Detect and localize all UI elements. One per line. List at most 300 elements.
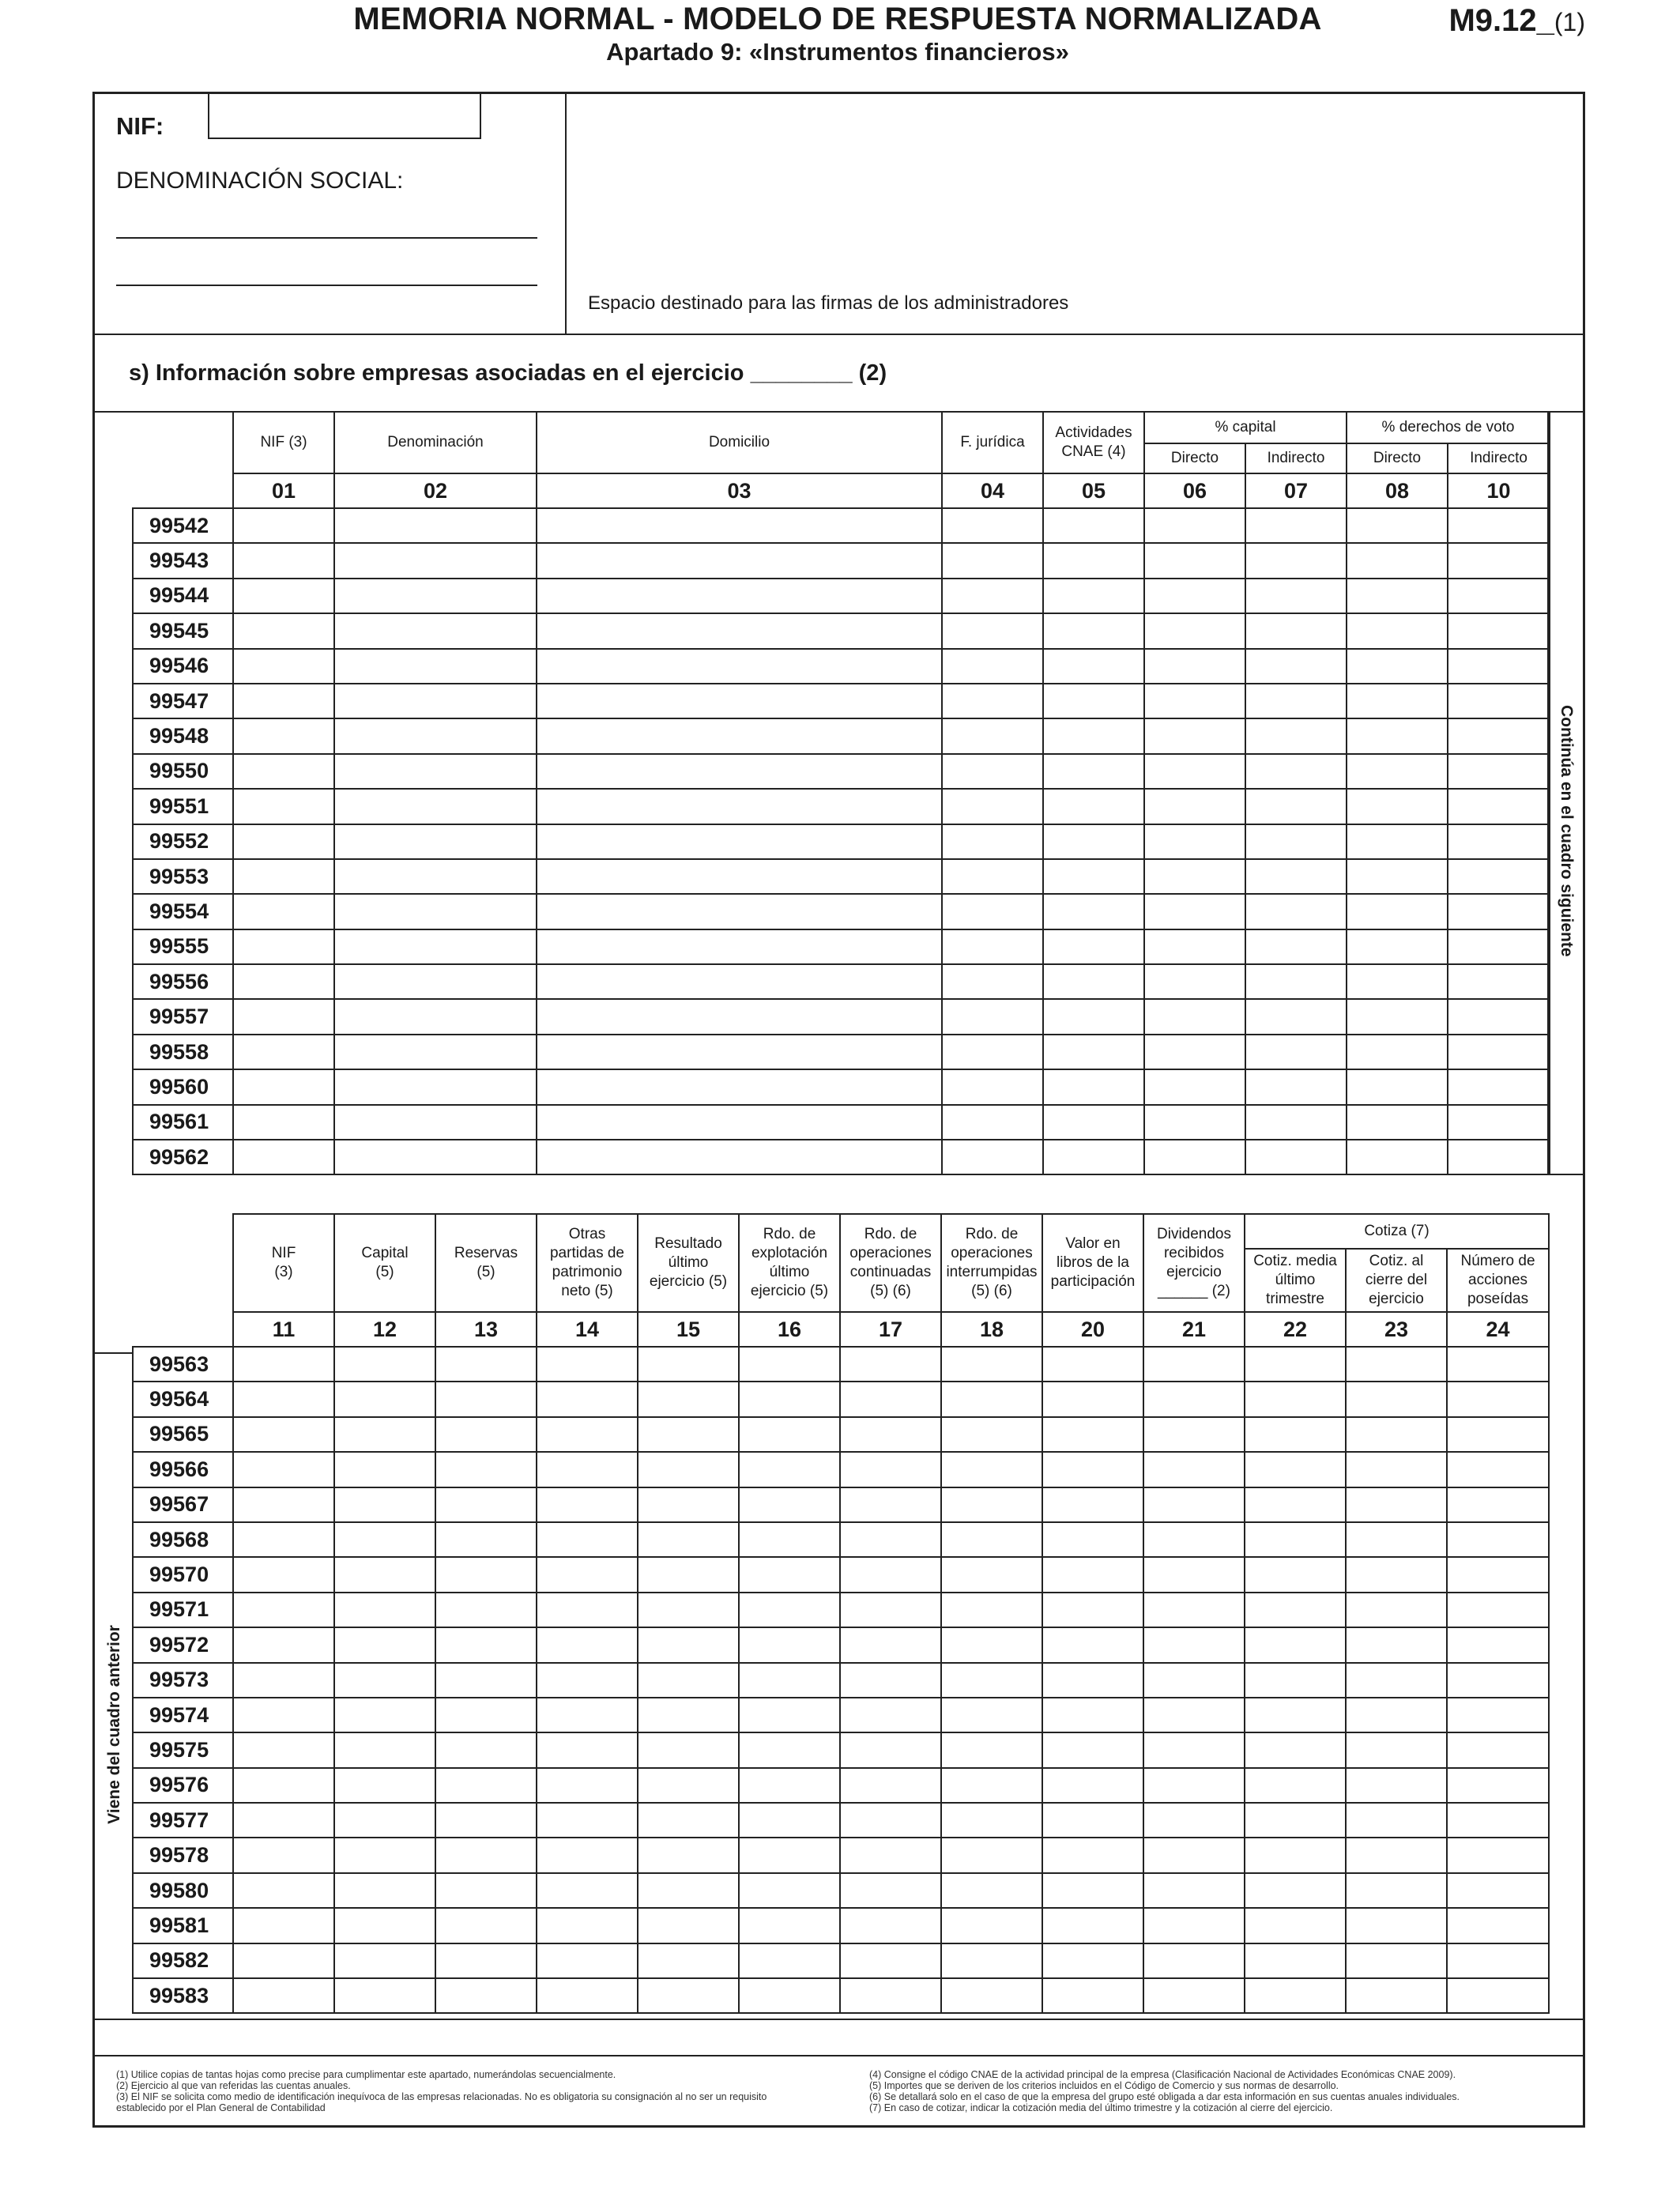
input-cell[interactable] [233, 1035, 334, 1069]
input-cell[interactable] [334, 964, 537, 999]
input-cell[interactable] [1043, 964, 1144, 999]
input-cell[interactable] [1448, 894, 1550, 929]
input-cell[interactable] [233, 964, 334, 999]
input-cell[interactable] [435, 1803, 537, 1838]
input-cell[interactable] [233, 1382, 334, 1416]
input-cell[interactable] [1042, 1417, 1143, 1452]
input-cell[interactable] [537, 1663, 638, 1698]
input-cell[interactable] [537, 1105, 942, 1140]
input-cell[interactable] [1447, 1838, 1549, 1872]
input-cell[interactable] [1042, 1487, 1143, 1522]
input-cell[interactable] [537, 1487, 638, 1522]
input-cell[interactable] [1346, 1417, 1447, 1452]
input-cell[interactable] [941, 1663, 1042, 1698]
input-cell[interactable] [1447, 1487, 1549, 1522]
input-cell[interactable] [1447, 1873, 1549, 1908]
input-cell[interactable] [942, 1035, 1043, 1069]
input-cell[interactable] [334, 649, 537, 684]
input-cell[interactable] [1144, 859, 1245, 894]
input-cell[interactable] [435, 1347, 537, 1382]
input-cell[interactable] [1144, 1140, 1245, 1174]
input-cell[interactable] [233, 1698, 334, 1732]
input-cell[interactable] [334, 1382, 435, 1416]
input-cell[interactable] [435, 1978, 537, 2013]
input-cell[interactable] [537, 789, 942, 824]
input-cell[interactable] [840, 1732, 941, 1767]
input-cell[interactable] [1042, 1663, 1143, 1698]
input-cell[interactable] [233, 999, 334, 1034]
input-cell[interactable] [1346, 1978, 1447, 2013]
input-cell[interactable] [840, 1557, 941, 1592]
denominacion-input-line-2[interactable] [116, 285, 537, 286]
input-cell[interactable] [1245, 613, 1347, 648]
input-cell[interactable] [537, 859, 942, 894]
input-cell[interactable] [1245, 1803, 1346, 1838]
input-cell[interactable] [1245, 579, 1347, 613]
input-cell[interactable] [1144, 754, 1245, 789]
input-cell[interactable] [941, 1698, 1042, 1732]
input-cell[interactable] [435, 1768, 537, 1803]
input-cell[interactable] [1346, 1943, 1447, 1978]
input-cell[interactable] [1043, 649, 1144, 684]
input-cell[interactable] [638, 1803, 739, 1838]
input-cell[interactable] [1144, 1069, 1245, 1104]
input-cell[interactable] [1245, 684, 1347, 718]
input-cell[interactable] [1448, 859, 1550, 894]
input-cell[interactable] [435, 1698, 537, 1732]
input-cell[interactable] [1245, 1698, 1346, 1732]
input-cell[interactable] [739, 1487, 840, 1522]
input-cell[interactable] [1245, 1873, 1346, 1908]
input-cell[interactable] [334, 508, 537, 543]
input-cell[interactable] [941, 1873, 1042, 1908]
input-cell[interactable] [435, 1732, 537, 1767]
input-cell[interactable] [537, 579, 942, 613]
input-cell[interactable] [537, 1908, 638, 1943]
input-cell[interactable] [1447, 1908, 1549, 1943]
input-cell[interactable] [233, 1627, 334, 1662]
input-cell[interactable] [638, 1732, 739, 1767]
input-cell[interactable] [435, 1663, 537, 1698]
denominacion-input-line-1[interactable] [116, 237, 537, 239]
input-cell[interactable] [334, 1105, 537, 1140]
input-cell[interactable] [739, 1557, 840, 1592]
input-cell[interactable] [233, 1593, 334, 1627]
input-cell[interactable] [1346, 1768, 1447, 1803]
input-cell[interactable] [334, 1943, 435, 1978]
input-cell[interactable] [1245, 789, 1347, 824]
input-cell[interactable] [1143, 1417, 1245, 1452]
input-cell[interactable] [1346, 1557, 1447, 1592]
input-cell[interactable] [334, 1347, 435, 1382]
input-cell[interactable] [435, 1908, 537, 1943]
input-cell[interactable] [1143, 1803, 1245, 1838]
input-cell[interactable] [1043, 859, 1144, 894]
input-cell[interactable] [537, 1452, 638, 1487]
input-cell[interactable] [840, 1943, 941, 1978]
input-cell[interactable] [1245, 859, 1347, 894]
input-cell[interactable] [537, 1768, 638, 1803]
input-cell[interactable] [435, 1943, 537, 1978]
input-cell[interactable] [233, 684, 334, 718]
input-cell[interactable] [840, 1452, 941, 1487]
input-cell[interactable] [1144, 543, 1245, 578]
input-cell[interactable] [1043, 999, 1144, 1034]
input-cell[interactable] [233, 1487, 334, 1522]
input-cell[interactable] [1346, 1663, 1447, 1698]
input-cell[interactable] [233, 894, 334, 929]
input-cell[interactable] [1143, 1698, 1245, 1732]
input-cell[interactable] [334, 999, 537, 1034]
input-cell[interactable] [1447, 1347, 1549, 1382]
input-cell[interactable] [1245, 929, 1347, 964]
input-cell[interactable] [334, 543, 537, 578]
input-cell[interactable] [1448, 1069, 1550, 1104]
input-cell[interactable] [840, 1663, 941, 1698]
input-cell[interactable] [334, 824, 537, 859]
input-cell[interactable] [1245, 1452, 1346, 1487]
input-cell[interactable] [1347, 718, 1448, 753]
input-cell[interactable] [233, 649, 334, 684]
input-cell[interactable] [334, 1593, 435, 1627]
input-cell[interactable] [1347, 929, 1448, 964]
input-cell[interactable] [1347, 859, 1448, 894]
input-cell[interactable] [638, 1452, 739, 1487]
input-cell[interactable] [941, 1732, 1042, 1767]
input-cell[interactable] [638, 1522, 739, 1557]
input-cell[interactable] [1448, 964, 1550, 999]
input-cell[interactable] [1144, 999, 1245, 1034]
input-cell[interactable] [233, 929, 334, 964]
input-cell[interactable] [233, 1803, 334, 1838]
input-cell[interactable] [334, 1908, 435, 1943]
input-cell[interactable] [942, 508, 1043, 543]
input-cell[interactable] [1245, 1035, 1347, 1069]
nif-input[interactable] [208, 92, 481, 139]
input-cell[interactable] [233, 1452, 334, 1487]
input-cell[interactable] [334, 579, 537, 613]
input-cell[interactable] [537, 508, 942, 543]
input-cell[interactable] [1043, 579, 1144, 613]
input-cell[interactable] [334, 684, 537, 718]
input-cell[interactable] [1347, 543, 1448, 578]
input-cell[interactable] [334, 1522, 435, 1557]
input-cell[interactable] [233, 1140, 334, 1174]
input-cell[interactable] [1347, 894, 1448, 929]
input-cell[interactable] [1245, 754, 1347, 789]
input-cell[interactable] [1346, 1908, 1447, 1943]
input-cell[interactable] [941, 1347, 1042, 1382]
input-cell[interactable] [1347, 1035, 1448, 1069]
input-cell[interactable] [1347, 754, 1448, 789]
input-cell[interactable] [1346, 1593, 1447, 1627]
input-cell[interactable] [1346, 1732, 1447, 1767]
input-cell[interactable] [537, 1347, 638, 1382]
input-cell[interactable] [1042, 1698, 1143, 1732]
input-cell[interactable] [941, 1943, 1042, 1978]
input-cell[interactable] [942, 894, 1043, 929]
input-cell[interactable] [1347, 508, 1448, 543]
input-cell[interactable] [942, 543, 1043, 578]
input-cell[interactable] [739, 1803, 840, 1838]
input-cell[interactable] [1043, 1140, 1144, 1174]
input-cell[interactable] [1347, 613, 1448, 648]
input-cell[interactable] [1143, 1382, 1245, 1416]
input-cell[interactable] [537, 684, 942, 718]
input-cell[interactable] [1448, 1035, 1550, 1069]
input-cell[interactable] [1245, 964, 1347, 999]
input-cell[interactable] [1042, 1873, 1143, 1908]
input-cell[interactable] [1448, 649, 1550, 684]
input-cell[interactable] [1144, 894, 1245, 929]
input-cell[interactable] [1447, 1417, 1549, 1452]
input-cell[interactable] [334, 1035, 537, 1069]
input-cell[interactable] [1347, 684, 1448, 718]
input-cell[interactable] [233, 543, 334, 578]
input-cell[interactable] [1042, 1838, 1143, 1872]
input-cell[interactable] [1448, 684, 1550, 718]
input-cell[interactable] [1447, 1663, 1549, 1698]
input-cell[interactable] [537, 1557, 638, 1592]
input-cell[interactable] [739, 1627, 840, 1662]
input-cell[interactable] [1448, 824, 1550, 859]
input-cell[interactable] [941, 1593, 1042, 1627]
input-cell[interactable] [941, 1522, 1042, 1557]
input-cell[interactable] [233, 1069, 334, 1104]
input-cell[interactable] [1447, 1732, 1549, 1767]
input-cell[interactable] [1245, 1978, 1346, 2013]
input-cell[interactable] [840, 1908, 941, 1943]
input-cell[interactable] [1143, 1978, 1245, 2013]
input-cell[interactable] [1447, 1593, 1549, 1627]
input-cell[interactable] [1347, 999, 1448, 1034]
input-cell[interactable] [638, 1698, 739, 1732]
input-cell[interactable] [1447, 1452, 1549, 1487]
input-cell[interactable] [1144, 964, 1245, 999]
input-cell[interactable] [1143, 1487, 1245, 1522]
input-cell[interactable] [334, 718, 537, 753]
input-cell[interactable] [1144, 649, 1245, 684]
input-cell[interactable] [537, 1838, 638, 1872]
input-cell[interactable] [1245, 894, 1347, 929]
input-cell[interactable] [840, 1417, 941, 1452]
input-cell[interactable] [942, 1069, 1043, 1104]
input-cell[interactable] [1346, 1452, 1447, 1487]
input-cell[interactable] [233, 579, 334, 613]
input-cell[interactable] [334, 1838, 435, 1872]
input-cell[interactable] [941, 1908, 1042, 1943]
input-cell[interactable] [1043, 543, 1144, 578]
input-cell[interactable] [1144, 684, 1245, 718]
input-cell[interactable] [1245, 1487, 1346, 1522]
input-cell[interactable] [537, 1698, 638, 1732]
input-cell[interactable] [233, 613, 334, 648]
input-cell[interactable] [334, 894, 537, 929]
input-cell[interactable] [1043, 1035, 1144, 1069]
input-cell[interactable] [233, 754, 334, 789]
input-cell[interactable] [638, 1593, 739, 1627]
input-cell[interactable] [435, 1593, 537, 1627]
input-cell[interactable] [537, 613, 942, 648]
input-cell[interactable] [1043, 789, 1144, 824]
input-cell[interactable] [1042, 1943, 1143, 1978]
input-cell[interactable] [941, 1978, 1042, 2013]
input-cell[interactable] [334, 1732, 435, 1767]
input-cell[interactable] [435, 1627, 537, 1662]
input-cell[interactable] [233, 824, 334, 859]
input-cell[interactable] [1144, 789, 1245, 824]
input-cell[interactable] [1143, 1593, 1245, 1627]
input-cell[interactable] [1245, 1943, 1346, 1978]
input-cell[interactable] [233, 1347, 334, 1382]
input-cell[interactable] [1347, 579, 1448, 613]
input-cell[interactable] [537, 1417, 638, 1452]
input-cell[interactable] [1245, 1593, 1346, 1627]
input-cell[interactable] [537, 1593, 638, 1627]
input-cell[interactable] [840, 1698, 941, 1732]
input-cell[interactable] [435, 1838, 537, 1872]
input-cell[interactable] [1143, 1452, 1245, 1487]
input-cell[interactable] [1346, 1487, 1447, 1522]
input-cell[interactable] [1346, 1698, 1447, 1732]
input-cell[interactable] [1448, 543, 1550, 578]
input-cell[interactable] [1447, 1768, 1549, 1803]
input-cell[interactable] [1448, 508, 1550, 543]
input-cell[interactable] [1347, 964, 1448, 999]
input-cell[interactable] [1448, 718, 1550, 753]
input-cell[interactable] [840, 1382, 941, 1416]
input-cell[interactable] [739, 1522, 840, 1557]
input-cell[interactable] [1144, 1105, 1245, 1140]
input-cell[interactable] [739, 1452, 840, 1487]
input-cell[interactable] [334, 1698, 435, 1732]
input-cell[interactable] [233, 718, 334, 753]
input-cell[interactable] [537, 894, 942, 929]
input-cell[interactable] [1042, 1557, 1143, 1592]
input-cell[interactable] [435, 1382, 537, 1416]
input-cell[interactable] [638, 1873, 739, 1908]
input-cell[interactable] [1447, 1943, 1549, 1978]
input-cell[interactable] [1448, 789, 1550, 824]
input-cell[interactable] [537, 1732, 638, 1767]
input-cell[interactable] [334, 1873, 435, 1908]
input-cell[interactable] [537, 824, 942, 859]
input-cell[interactable] [1347, 1069, 1448, 1104]
input-cell[interactable] [1347, 1140, 1448, 1174]
input-cell[interactable] [1245, 508, 1347, 543]
input-cell[interactable] [1245, 1838, 1346, 1872]
input-cell[interactable] [1347, 789, 1448, 824]
input-cell[interactable] [435, 1557, 537, 1592]
input-cell[interactable] [1245, 543, 1347, 578]
input-cell[interactable] [537, 718, 942, 753]
input-cell[interactable] [1245, 1069, 1347, 1104]
input-cell[interactable] [638, 1838, 739, 1872]
input-cell[interactable] [233, 859, 334, 894]
input-cell[interactable] [1043, 929, 1144, 964]
input-cell[interactable] [334, 613, 537, 648]
input-cell[interactable] [1042, 1803, 1143, 1838]
input-cell[interactable] [1346, 1347, 1447, 1382]
input-cell[interactable] [1245, 824, 1347, 859]
input-cell[interactable] [942, 718, 1043, 753]
input-cell[interactable] [942, 929, 1043, 964]
input-cell[interactable] [1245, 1140, 1347, 1174]
input-cell[interactable] [1245, 1522, 1346, 1557]
input-cell[interactable] [1043, 824, 1144, 859]
input-cell[interactable] [435, 1487, 537, 1522]
input-cell[interactable] [334, 1978, 435, 2013]
input-cell[interactable] [537, 1382, 638, 1416]
input-cell[interactable] [537, 649, 942, 684]
input-cell[interactable] [1144, 824, 1245, 859]
input-cell[interactable] [942, 789, 1043, 824]
input-cell[interactable] [840, 1593, 941, 1627]
input-cell[interactable] [537, 543, 942, 578]
input-cell[interactable] [334, 1487, 435, 1522]
input-cell[interactable] [1447, 1698, 1549, 1732]
input-cell[interactable] [739, 1347, 840, 1382]
input-cell[interactable] [1448, 1105, 1550, 1140]
input-cell[interactable] [739, 1663, 840, 1698]
input-cell[interactable] [739, 1768, 840, 1803]
input-cell[interactable] [840, 1803, 941, 1838]
input-cell[interactable] [1042, 1627, 1143, 1662]
input-cell[interactable] [638, 1978, 739, 2013]
input-cell[interactable] [1448, 754, 1550, 789]
input-cell[interactable] [739, 1838, 840, 1872]
input-cell[interactable] [1143, 1663, 1245, 1698]
input-cell[interactable] [435, 1417, 537, 1452]
input-cell[interactable] [942, 824, 1043, 859]
input-cell[interactable] [739, 1873, 840, 1908]
input-cell[interactable] [1447, 1803, 1549, 1838]
input-cell[interactable] [840, 1487, 941, 1522]
input-cell[interactable] [334, 1417, 435, 1452]
input-cell[interactable] [1346, 1382, 1447, 1416]
input-cell[interactable] [840, 1627, 941, 1662]
input-cell[interactable] [1143, 1347, 1245, 1382]
input-cell[interactable] [537, 1522, 638, 1557]
input-cell[interactable] [1042, 1732, 1143, 1767]
input-cell[interactable] [638, 1382, 739, 1416]
input-cell[interactable] [334, 1140, 537, 1174]
input-cell[interactable] [840, 1768, 941, 1803]
input-cell[interactable] [1245, 1105, 1347, 1140]
input-cell[interactable] [942, 1105, 1043, 1140]
input-cell[interactable] [233, 1873, 334, 1908]
input-cell[interactable] [941, 1417, 1042, 1452]
input-cell[interactable] [739, 1382, 840, 1416]
input-cell[interactable] [233, 1732, 334, 1767]
input-cell[interactable] [1447, 1382, 1549, 1416]
input-cell[interactable] [1245, 1347, 1346, 1382]
input-cell[interactable] [1042, 1768, 1143, 1803]
input-cell[interactable] [1346, 1627, 1447, 1662]
input-cell[interactable] [1447, 1627, 1549, 1662]
input-cell[interactable] [1245, 1557, 1346, 1592]
input-cell[interactable] [334, 1768, 435, 1803]
input-cell[interactable] [739, 1593, 840, 1627]
input-cell[interactable] [942, 964, 1043, 999]
input-cell[interactable] [1042, 1593, 1143, 1627]
input-cell[interactable] [941, 1627, 1042, 1662]
input-cell[interactable] [1143, 1943, 1245, 1978]
input-cell[interactable] [941, 1487, 1042, 1522]
input-cell[interactable] [1448, 929, 1550, 964]
input-cell[interactable] [941, 1452, 1042, 1487]
input-cell[interactable] [1143, 1557, 1245, 1592]
